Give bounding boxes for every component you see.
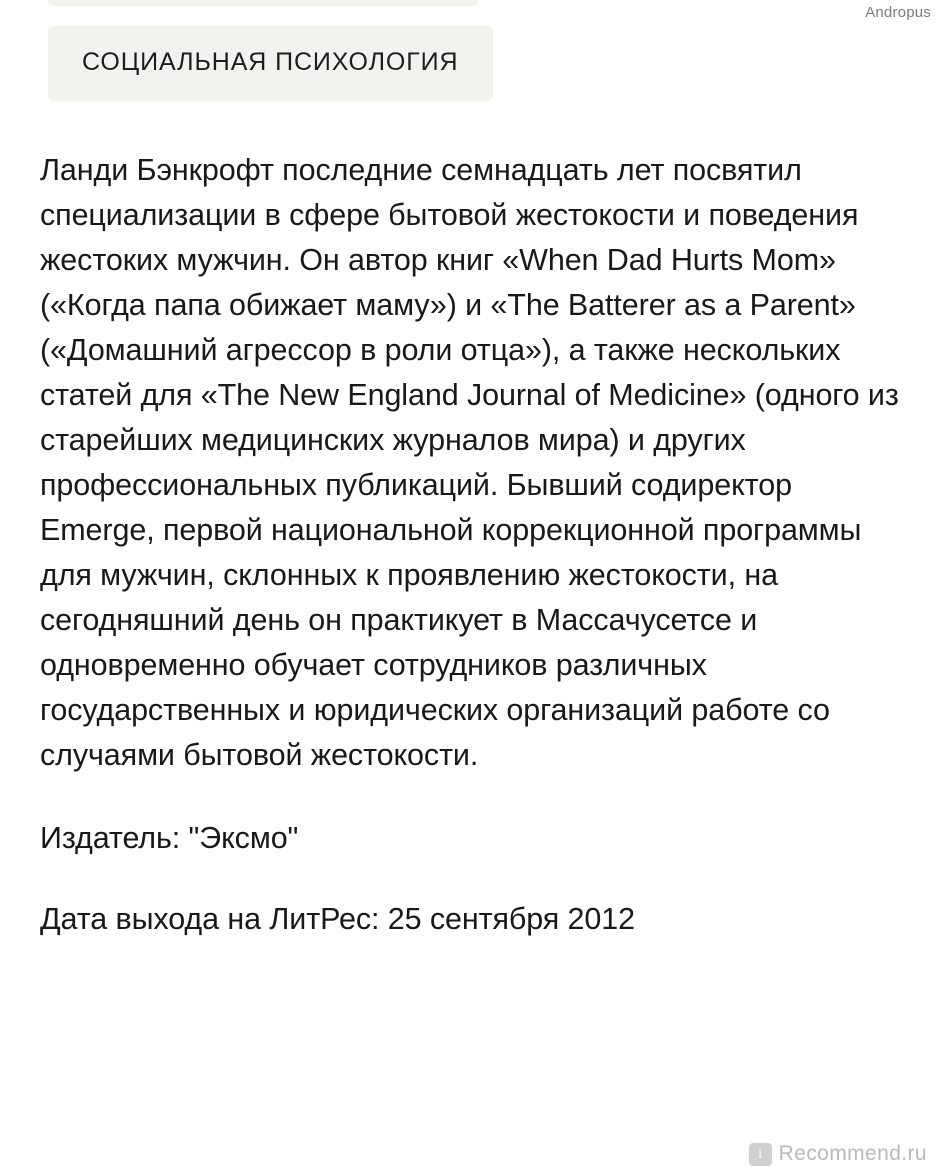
category-chip[interactable] (48, 26, 493, 101)
watermark-bottom-right (749, 1142, 927, 1166)
watermark-top-right: Andropus (865, 4, 931, 21)
watermark-site-label: Recommend.ru (778, 1142, 927, 1165)
category-label: СОЦИАЛЬНАЯ ПСИХОЛОГИЯ (82, 48, 459, 76)
description-block (40, 148, 906, 978)
release-date-line: Дата выхода на ЛитРес: 25 сентября 2012 (40, 902, 636, 936)
info-icon: i (749, 1143, 772, 1166)
chip-above-partial (48, 0, 478, 6)
author-description-paragraph: Ланди Бэнкрофт последние семнадцать лет посвятил специализации в сфере бытовой жестокости и поведения жестоких мужчин. Он автор книг «When Dad Hurts Mom» («Когда папа обижает маму») и «The Batterer as a Parent» («Домашний агрессор в роли отца»), а также нескольких статей для «The New England Journal of Medicine» (одного из старейших медицинских журналов мира) и других профессиональных публикаций. Бывший содиректор Emerge, первой национальной коррекционной программы для мужчин, склонных к проявлению жестокости, на сегодняшний день он практикует в Массачусетсе и одновременно обучает сотрудников различных государственных и юридических организаций работе со случаями бытовой жестокости. (40, 153, 899, 772)
publisher-line: Издатель: "Эксмо" (40, 821, 299, 855)
